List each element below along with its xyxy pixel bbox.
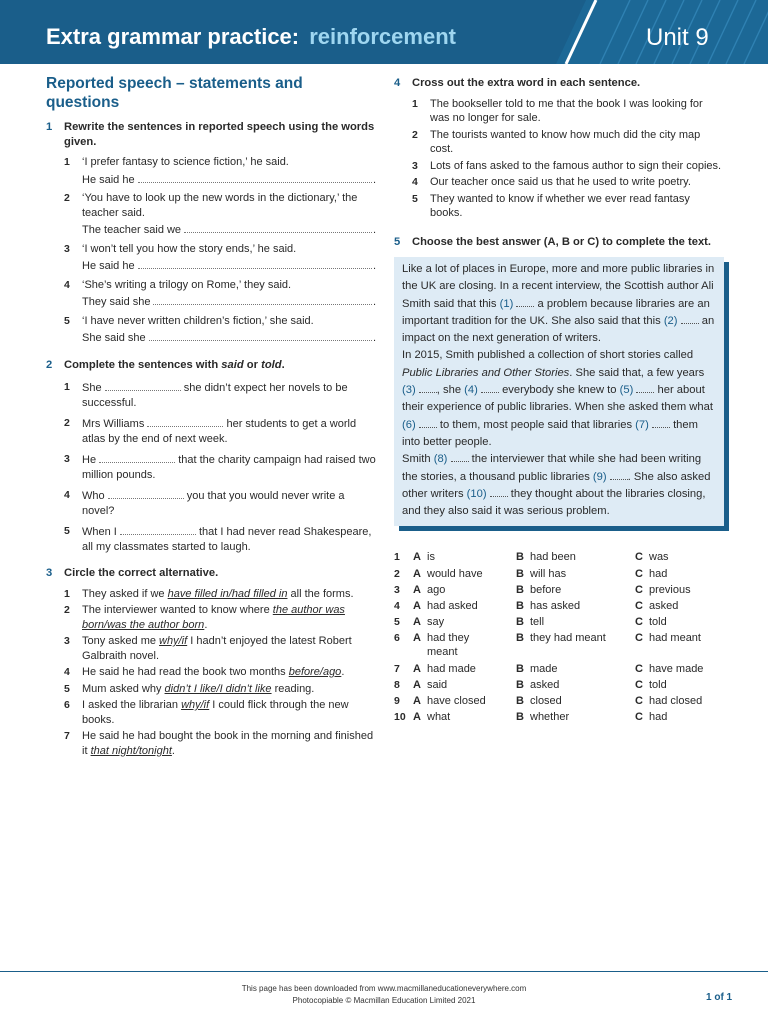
option-c[interactable]: C have made [635, 662, 704, 675]
exercise-item: 1 They asked if we have filled in/had filled in all the forms. [64, 587, 354, 600]
answer-row: 1 A is B had been C was [394, 550, 724, 565]
gap-number: (4) [464, 384, 478, 397]
answer-options-table [394, 550, 724, 724]
gap-number: (8) [433, 453, 448, 466]
answer-line[interactable] [149, 340, 372, 341]
gap-blank[interactable] [108, 488, 184, 499]
option-a[interactable]: A is [413, 551, 435, 564]
answer-line[interactable] [138, 182, 372, 183]
answer-row: 5 A say B tell C told [394, 615, 724, 630]
exercise-2-instruction: 2 Complete the sentences with said or told. [46, 358, 285, 371]
exercise-item: 6 I asked the librarian why/if I could flick through the new books. [64, 699, 349, 726]
section-heading: Reported speech – statements and questions [46, 75, 303, 111]
answer-row: 7 A had made B made C have made [394, 662, 724, 677]
unit-label: Unit 9 [646, 24, 709, 51]
gap-number: (10) [466, 487, 487, 500]
gap-blank[interactable] [681, 314, 699, 324]
exercise-2 [46, 358, 376, 555]
option-b[interactable]: B tell [516, 615, 545, 628]
page-title [46, 24, 456, 50]
exercise-item: 1 The bookseller told to me that the book I was looking for was no longer for sale. [412, 97, 703, 124]
exercise-1-instruction: 1 Rewrite the sentences in reported speech using the words given. [46, 121, 375, 148]
exercise-item: 2 The tourists wanted to know how much did the city map cost. [412, 128, 701, 155]
answer-row: 6 A had they meant B they had meant C had meant [394, 631, 724, 660]
answer-row: 4 A had asked B has asked C asked [394, 599, 724, 614]
answer-line[interactable] [138, 268, 372, 269]
exercise-item: 4 Who you that you would never write a novel? [64, 489, 345, 517]
exercise-5-instruction: 5 Choose the best answer (A, B or C) to complete the text. [394, 235, 711, 248]
exercise-item: 4 He said he had read the book two months before/ago. [64, 666, 345, 678]
gap-number: (9) [592, 470, 607, 483]
gap-blank[interactable] [99, 452, 175, 463]
exercise-item: 2 The interviewer wanted to know where the author was born/was the author born. [64, 604, 345, 631]
gap-number: (2) [663, 314, 678, 327]
footer-divider [0, 971, 768, 972]
option-a[interactable]: A had made [413, 662, 476, 675]
alternative-choice[interactable]: have filled in/had filled in [167, 587, 288, 600]
alternative-choice[interactable]: the author was born/was the author born [82, 604, 345, 631]
option-c[interactable]: C asked [635, 599, 679, 612]
footer-copyright: Photocopiable © Macmillan Education Limited 2021 [292, 996, 476, 1005]
exercise-4-instruction: 4 Cross out the extra word in each sentence. [394, 77, 641, 89]
exercise-item: 3 He that the charity campaign had raised two million pounds. [64, 453, 376, 481]
option-a[interactable]: A ago [413, 583, 446, 596]
gap-blank[interactable] [419, 418, 437, 428]
gap-fill-text-box [394, 257, 724, 526]
exercise-4 [394, 76, 724, 221]
option-b[interactable]: B made [516, 662, 558, 675]
gap-number: (3) [402, 384, 416, 397]
exercise-item: 5 Mum asked why didn’t I like/I didn’t like reading. [64, 682, 315, 695]
text-paragraph: In 2015, Smith published a collection of short stories called Public Libraries and Other Stories. She said that, a few years (3) , she (4) everybody she knew to (5) her about their experience of public libraries. When she asked them what (6) to them, most people said that libraries (7) them into better people. [402, 349, 713, 448]
option-b[interactable]: B before [516, 583, 562, 596]
text-paragraph: Smith (8) the interviewer that while she had been writing the stories, a thousand public libraries (9) . She also asked other writers (10) they thought about the libraries closing, and they also said it was serious problem. [402, 453, 711, 518]
answer-row: 9 A have closed B closed C had closed [394, 694, 724, 709]
exercise-item: 2 ‘You have to look up the new words in the dictionary,’ the teacher said. The teacher said we . [64, 192, 376, 236]
alternative-choice[interactable]: why/if [181, 699, 210, 711]
answer-line[interactable] [184, 232, 372, 233]
exercise-item: 3 Tony asked me why/if I hadn’t enjoyed the latest Robert Galbraith novel. [64, 635, 352, 662]
option-a[interactable]: A have closed [413, 694, 486, 707]
exercise-item: 4 Our teacher once said us that he used to write poetry. [412, 176, 691, 188]
option-c[interactable]: C told [635, 615, 667, 628]
option-a[interactable]: A would have [413, 567, 483, 580]
answer-line[interactable] [153, 304, 371, 305]
footer-download-note: This page has been downloaded from www.macmillaneducationeverywhere.com [241, 984, 527, 993]
exercise-item: 3 ‘I won’t tell you how the story ends,’ he said. He said he . [64, 242, 376, 272]
gap-number: (5) [619, 384, 634, 397]
exercise-item: 7 He said he had bought the book in the morning and finished it that night/tonight. [64, 730, 374, 757]
alternative-choice[interactable]: didn’t I like/I didn’t like [164, 682, 272, 695]
exercise-item: 5 They wanted to know if whether we ever read fantasy books. [412, 192, 690, 219]
exercise-item: 5 When I that I had never read Shakespeare, all my classmates started to laugh. [64, 525, 372, 553]
exercise-item: 2 Mrs Williams her students to get a world atlas by the end of next week. [64, 417, 357, 445]
exercise-3-instruction: 3 Circle the correct alternative. [46, 567, 219, 579]
option-b[interactable]: B they had meant [516, 631, 606, 644]
answer-row: 8 A said B asked C told [394, 678, 724, 693]
exercise-item: 3 Lots of fans asked to the famous author to sign their copies. [412, 159, 722, 172]
exercise-item: 5 ‘I have never written children’s fiction,’ she said. She said she . [64, 314, 376, 344]
page-number: 1 of 1 [706, 992, 733, 1003]
right-column [394, 76, 724, 726]
title-highlight: reinforcement [309, 24, 456, 49]
gap-blank[interactable] [636, 383, 654, 393]
option-a[interactable]: A had asked [413, 599, 478, 612]
exercise-3 [46, 566, 376, 758]
exercise-5 [394, 235, 724, 725]
option-c[interactable]: C was [635, 551, 669, 564]
answer-row: 3 A ago B before C previous [394, 583, 724, 598]
option-b[interactable]: B has asked [516, 599, 581, 612]
gap-blank[interactable] [481, 383, 499, 393]
gap-blank[interactable] [451, 452, 469, 462]
gap-blank[interactable] [610, 470, 628, 480]
exercise-item: 1 She she didn’t expect her novels to be successful. [64, 381, 348, 409]
option-b[interactable]: B asked [516, 678, 560, 691]
gap-blank[interactable] [105, 380, 181, 391]
option-a[interactable]: A what [413, 710, 451, 723]
option-b[interactable]: B closed [516, 694, 562, 707]
gap-number: (7) [635, 418, 649, 431]
option-a[interactable]: A said [413, 678, 448, 691]
text-paragraph: Like a lot of places in Europe, more and more public libraries in the UK are closing. In a recent interview, the Scottish author Ali Smith said that this (1) a problem because libraries are an important tradition for the UK. She also said that this (2) an impact on the next generation of writers. [402, 263, 715, 345]
option-c[interactable]: C previous [635, 583, 691, 596]
alternative-choice[interactable]: before/ago [288, 666, 342, 678]
gap-blank[interactable] [516, 297, 534, 307]
gap-blank[interactable] [147, 416, 223, 427]
title-main: Extra grammar practice: [46, 24, 300, 49]
option-c[interactable]: C had [635, 710, 668, 723]
gap-number: (6) [402, 418, 416, 431]
option-b[interactable]: B had been [516, 551, 576, 564]
option-c[interactable]: C had [635, 567, 668, 580]
option-c[interactable]: C had meant [635, 631, 701, 644]
option-b[interactable]: B will has [516, 567, 567, 580]
exercise-1 [46, 120, 376, 346]
answer-row: 10 A what B whether C had [394, 710, 724, 725]
answer-row: 2 A would have B will has C had [394, 567, 724, 582]
option-c[interactable]: C had closed [635, 694, 703, 707]
gap-blank[interactable] [490, 487, 508, 497]
header-banner [0, 0, 768, 64]
gap-blank[interactable] [652, 418, 670, 428]
exercise-item: 4 ‘She’s writing a trilogy on Rome,’ they said. They said she . [64, 278, 376, 308]
option-c[interactable]: C told [635, 678, 667, 691]
option-a[interactable]: A say [413, 615, 445, 628]
exercise-item: 1 ‘I prefer fantasy to science fiction,’ he said. He said he . [64, 156, 376, 186]
alternative-choice[interactable]: why/if [159, 635, 188, 647]
option-b[interactable]: B whether [516, 710, 570, 723]
gap-number: (1) [499, 297, 514, 310]
left-column [46, 74, 376, 760]
gap-blank[interactable] [120, 524, 196, 535]
gap-blank[interactable] [419, 383, 437, 393]
option-a[interactable]: A had they meant [413, 631, 470, 659]
alternative-choice[interactable]: that night/tonight [90, 744, 172, 757]
